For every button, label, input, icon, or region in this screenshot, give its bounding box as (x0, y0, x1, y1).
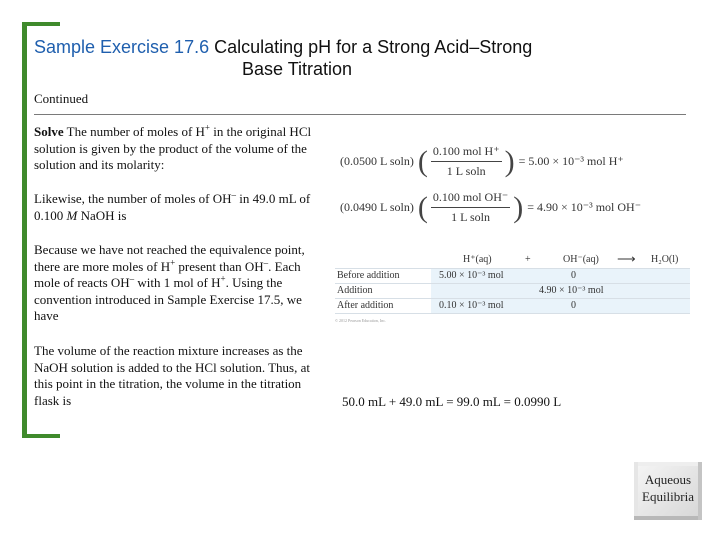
p1-sup: + (204, 122, 210, 133)
paragraph-volume: The volume of the reaction mixture increases as the NaOH solution is added to the HCl solution. Thus, at this point in the titration, the volume in the titration flask is (34, 343, 310, 408)
eq2-lhs: (0.0490 L soln) (340, 200, 414, 214)
title-topic-line2: Base Titration (242, 59, 353, 79)
equation-total-volume: 50.0 mL + 49.0 mL = 99.0 mL = 0.0990 L (342, 394, 562, 409)
solve-label: Solve (34, 124, 64, 139)
p2-molarity-unit: M (66, 207, 78, 223)
p3-sup1: + (170, 257, 176, 268)
header-h: H⁺(aq) (463, 254, 492, 265)
stoichiometry-table (335, 252, 690, 314)
header-water: H₂O(l) (651, 254, 679, 265)
row-h-value: 0.10 × 10⁻³ mol (439, 300, 504, 311)
row-oh-value: 0 (571, 300, 576, 311)
title-topic: Calculating pH for a Strong Acid–Strong (209, 37, 533, 57)
p2-text-c: NaOH is (77, 207, 127, 223)
paragraph-oh-moles (34, 191, 324, 224)
eq2-paren-right: ) (513, 190, 524, 224)
p3-sup4: + (220, 273, 226, 284)
row-label: Before addition (337, 270, 400, 281)
logo-line2: Equilibria (642, 489, 694, 504)
eq2-numerator: 0.100 mol OH⁻ (431, 190, 510, 208)
row-label: Addition (337, 285, 373, 296)
p2-text-b: in 49.0 mL of 0.100 (34, 191, 311, 223)
eq1-rhs: = 5.00 × 10⁻³ mol H⁺ (518, 154, 624, 168)
p3-text-b: present than OH (175, 258, 264, 274)
paragraph-equivalence (34, 242, 320, 325)
header-plus: + (525, 254, 531, 265)
eq2-fr (428, 190, 513, 225)
row-oh-value: 4.90 × 10⁻³ mol (539, 285, 604, 296)
slide-bracket-top (22, 22, 60, 26)
p1-text-a: The number of moles of H (63, 124, 205, 139)
p2-sup: – (231, 189, 236, 200)
eq1-fr (428, 144, 505, 179)
logo-bevel-bottom (634, 516, 702, 520)
p3-text-c: . Each mole of reacts OH (34, 258, 301, 290)
eq1-paren-right: ) (504, 144, 515, 178)
table-header (335, 252, 690, 268)
p1-text-b: in the original HCl solution is given by the product of the volume of the solution and its molarity: (34, 124, 312, 172)
reaction-arrow-icon: ⟶ (617, 251, 636, 266)
eq1-fraction (418, 144, 515, 179)
chapter-logo (634, 462, 702, 520)
eq2-paren-left: ( (417, 190, 428, 224)
table-row (335, 298, 690, 314)
equation-oh-moles (340, 190, 641, 225)
eq1-numerator: 0.100 mol H⁺ (431, 144, 502, 162)
slide-title (34, 36, 674, 80)
eq1-paren-left: ( (417, 144, 428, 178)
header-divider (34, 114, 686, 115)
p2-text-a: Likewise, the number of moles of OH (34, 191, 232, 206)
p3-text-e: . Using the convention introduced in Sample Exercise 17.5, we have (34, 275, 302, 323)
p3-text-a: Because we have not reached the equivalence point, there are more moles of H (34, 242, 305, 274)
header-oh: OH⁻(aq) (563, 254, 599, 265)
logo-text (634, 471, 702, 505)
row-h-value: 5.00 × 10⁻³ mol (439, 270, 504, 281)
row-label: After addition (337, 300, 394, 311)
paragraph-solve (34, 124, 318, 174)
continued-label: Continued (34, 91, 89, 106)
title-exercise-number: Sample Exercise 17.6 (34, 37, 210, 57)
eq2-denominator: 1 L soln (451, 210, 490, 224)
table-row (335, 268, 690, 283)
eq1-denominator: 1 L soln (446, 164, 486, 178)
p3-sup2: – (263, 257, 269, 268)
p3-text-d: with 1 mol of H (134, 275, 221, 290)
eq2-fraction (418, 190, 523, 225)
copyright-text: © 2012 Pearson Education, Inc. (335, 318, 387, 323)
eq1-lhs: (0.0500 L soln) (340, 154, 414, 168)
slide-bracket-bottom (22, 434, 60, 438)
eq2-rhs: = 4.90 × 10⁻³ mol OH⁻ (527, 200, 642, 214)
p3-sup3: – (129, 273, 135, 284)
logo-line1: Aqueous (644, 472, 692, 487)
table-row (335, 283, 690, 298)
row-oh-value: 0 (571, 270, 576, 281)
slide-bracket-vertical (22, 22, 27, 438)
equation-h-moles (340, 144, 624, 179)
